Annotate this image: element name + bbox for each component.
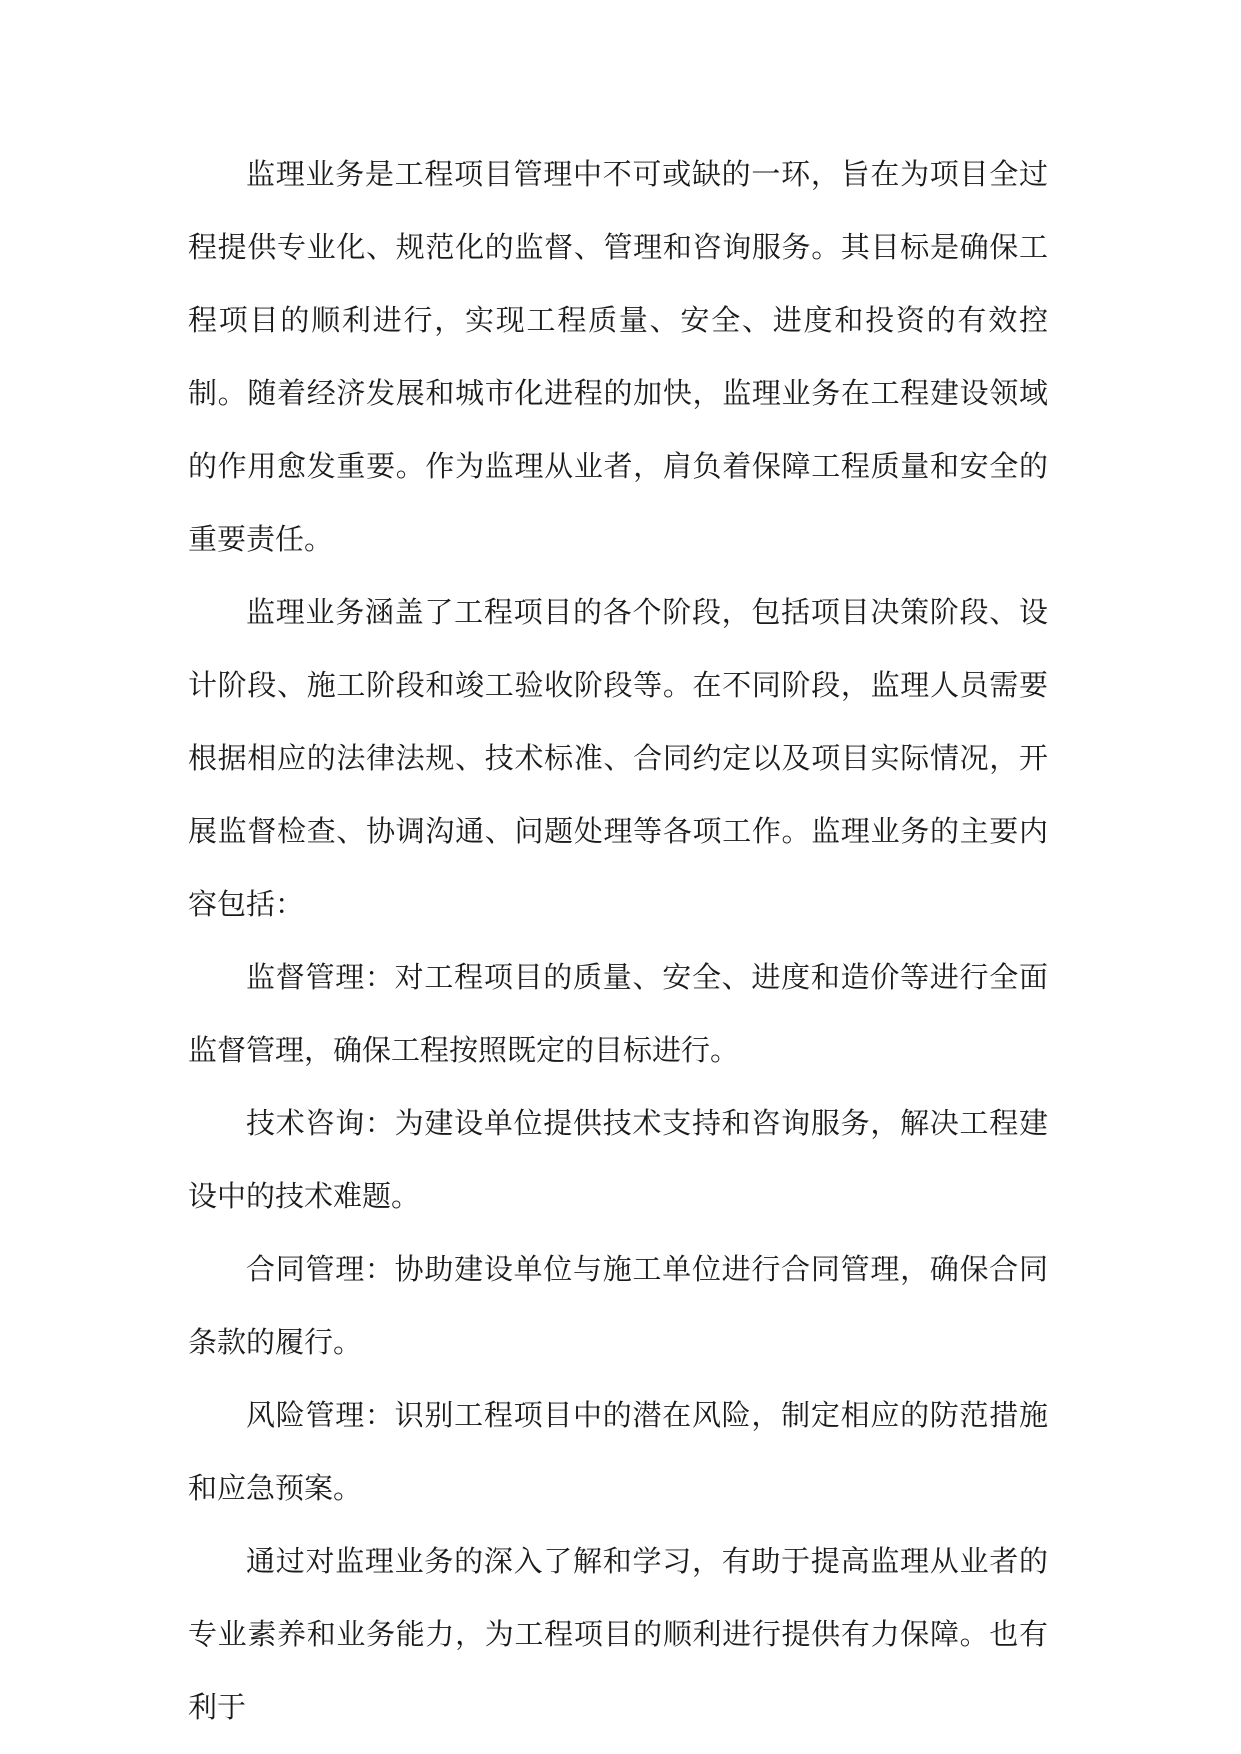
- paragraph-conclusion: 通过对监理业务的深入了解和学习，有助于提高监理从业者的专业素养和业务能力，为工程项目的顺利进行提供有力保障。也有利于: [188, 1544, 1048, 1724]
- paragraph-technical-consulting: 技术咨询：为建设单位提供技术支持和咨询服务，解决工程建设中的技术难题。: [188, 1106, 1048, 1213]
- document-body: [188, 138, 1048, 1744]
- paragraph-contract-management: 合同管理：协助建设单位与施工单位进行合同管理，确保合同条款的履行。: [188, 1252, 1048, 1359]
- paragraph-supervision-management: 监督管理：对工程项目的质量、安全、进度和造价等进行全面监督管理，确保工程按照既定的目标进行。: [188, 960, 1048, 1067]
- paragraph-scope: 监理业务涵盖了工程项目的各个阶段，包括项目决策阶段、设计阶段、施工阶段和竣工验收阶段等。在不同阶段，监理人员需要根据相应的法律法规、技术标准、合同约定以及项目实际情况，开展监督检查、协调沟通、问题处理等各项工作。监理业务的主要内容包括：: [188, 595, 1048, 921]
- paragraph-intro: 监理业务是工程项目管理中不可或缺的一环，旨在为项目全过程提供专业化、规范化的监督、管理和咨询服务。其目标是确保工程项目的顺利进行，实现工程质量、安全、进度和投资的有效控制。随着经济发展和城市化进程的加快，监理业务在工程建设领域的作用愈发重要。作为监理从业者，肩负着保障工程质量和安全的重要责任。: [188, 157, 1048, 556]
- paragraph-risk-management: 风险管理：识别工程项目中的潜在风险，制定相应的防范措施和应急预案。: [188, 1398, 1048, 1505]
